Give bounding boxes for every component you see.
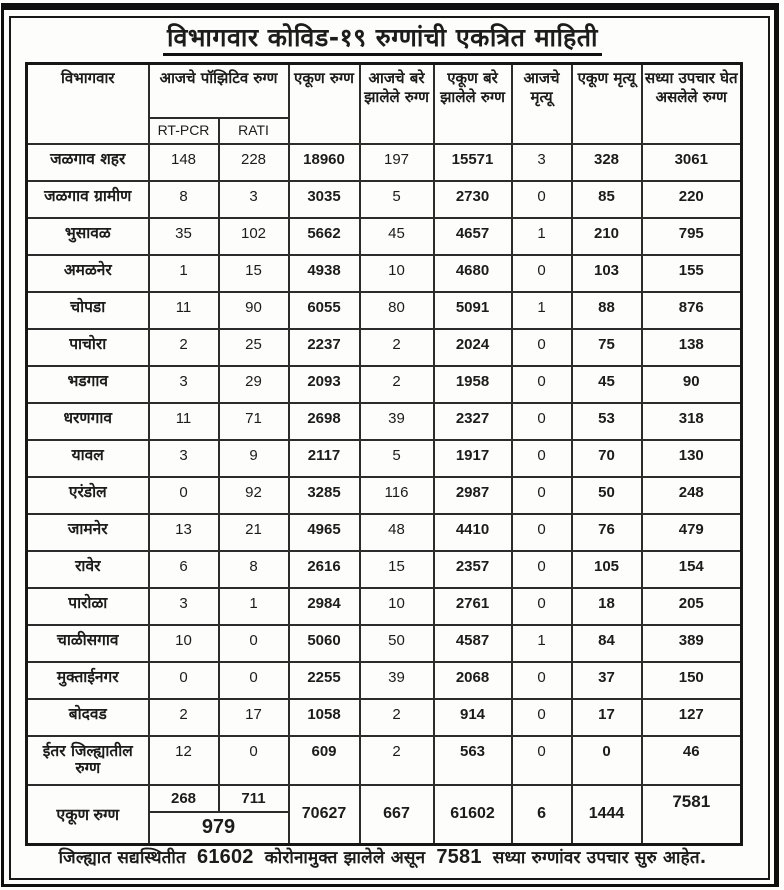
table-row (27, 736, 742, 785)
col-header-total-recovered: एकूण बरे झालेले रुग्ण (434, 64, 512, 144)
summary-text-3: सध्या रुग्णांवर उपचार सुरु आहेत. (492, 848, 707, 868)
col-header-rati: RATI (219, 118, 289, 144)
value-cell: 4680 (434, 255, 512, 292)
value-cell: 150 (642, 662, 742, 699)
value-cell: 46 (642, 736, 742, 785)
value-cell: 5662 (289, 218, 360, 255)
region-cell: मुक्ताईनगर (27, 662, 149, 699)
value-cell: 2117 (289, 440, 360, 477)
table-row (27, 662, 742, 699)
value-cell: 3 (219, 181, 289, 218)
table-row (27, 181, 742, 218)
value-cell: 21 (219, 514, 289, 551)
value-cell: 2616 (289, 551, 360, 588)
value-cell: 8 (149, 181, 219, 218)
total-positive-combined-cell: 979 (149, 812, 289, 845)
summary-text-1: जिल्ह्यात सद्यस्थितीत (58, 848, 186, 868)
value-cell: 17 (572, 699, 642, 736)
value-cell: 2255 (289, 662, 360, 699)
value-cell: 71 (219, 403, 289, 440)
value-cell: 15 (219, 255, 289, 292)
value-cell: 5060 (289, 625, 360, 662)
col-header-active: सध्या उपचार घेत असलेले रुग्ण (642, 64, 742, 144)
value-cell: 0 (149, 477, 219, 514)
value-cell: 0 (512, 551, 572, 588)
value-cell: 4965 (289, 514, 360, 551)
region-cell: भुसावळ (27, 218, 149, 255)
value-cell: 103 (572, 255, 642, 292)
value-cell: 9 (219, 440, 289, 477)
total-rtpcr-cell: 268 (149, 785, 219, 812)
value-cell: 609 (289, 736, 360, 785)
col-header-today-deaths: आजचे मृत्यू (512, 64, 572, 144)
table-row (27, 366, 742, 403)
summary-text-2: कोरोनामुक्त झालेले असून (264, 848, 426, 868)
value-cell: 15571 (434, 144, 512, 181)
value-cell: 102 (219, 218, 289, 255)
value-cell: 1 (512, 625, 572, 662)
region-cell: रावेर (27, 551, 149, 588)
table-row (27, 329, 742, 366)
value-cell: 0 (512, 662, 572, 699)
value-cell: 3061 (642, 144, 742, 181)
region-cell: ईतर जिल्ह्यातील रुग्ण (27, 736, 149, 785)
table-row (27, 588, 742, 625)
col-header-today-recovered: आजचे बरे झालेले रुग्ण (360, 64, 434, 144)
value-cell: 228 (219, 144, 289, 181)
value-cell: 2 (360, 699, 434, 736)
value-cell: 4587 (434, 625, 512, 662)
value-cell: 148 (149, 144, 219, 181)
value-cell: 220 (642, 181, 742, 218)
value-cell: 2 (360, 366, 434, 403)
value-cell: 563 (434, 736, 512, 785)
value-cell: 0 (512, 588, 572, 625)
total-active-cell: 7581 (642, 785, 742, 845)
value-cell: 12 (149, 736, 219, 785)
value-cell: 4410 (434, 514, 512, 551)
value-cell: 2698 (289, 403, 360, 440)
value-cell: 795 (642, 218, 742, 255)
summary-line (25, 845, 740, 869)
value-cell: 88 (572, 292, 642, 329)
table-row (27, 144, 742, 181)
col-header-region: विभागवार (27, 64, 149, 144)
table-row (27, 440, 742, 477)
value-cell: 29 (219, 366, 289, 403)
value-cell: 3 (512, 144, 572, 181)
value-cell: 479 (642, 514, 742, 551)
total-today-recovered-cell: 667 (360, 785, 434, 845)
region-cell: पाचोरा (27, 329, 149, 366)
region-cell: जळगाव शहर (27, 144, 149, 181)
value-cell: 914 (434, 699, 512, 736)
value-cell: 10 (149, 625, 219, 662)
table-body (27, 144, 742, 785)
value-cell: 90 (642, 366, 742, 403)
value-cell: 53 (572, 403, 642, 440)
value-cell: 248 (642, 477, 742, 514)
value-cell: 0 (219, 662, 289, 699)
region-cell: चोपडा (27, 292, 149, 329)
total-row-label: एकूण रुग्ण (27, 785, 149, 845)
value-cell: 127 (642, 699, 742, 736)
value-cell: 1 (512, 292, 572, 329)
region-cell: धरणगाव (27, 403, 149, 440)
region-cell: एरंडोल (27, 477, 149, 514)
summary-active-count: 7581 (436, 846, 482, 868)
value-cell: 10 (360, 255, 434, 292)
value-cell: 48 (360, 514, 434, 551)
value-cell: 3035 (289, 181, 360, 218)
value-cell: 0 (512, 403, 572, 440)
value-cell: 13 (149, 514, 219, 551)
value-cell: 2024 (434, 329, 512, 366)
value-cell: 0 (149, 662, 219, 699)
value-cell: 0 (512, 440, 572, 477)
value-cell: 0 (512, 699, 572, 736)
value-cell: 2068 (434, 662, 512, 699)
value-cell: 4657 (434, 218, 512, 255)
region-cell: बोदवड (27, 699, 149, 736)
value-cell: 205 (642, 588, 742, 625)
value-cell: 2 (360, 329, 434, 366)
value-cell: 90 (219, 292, 289, 329)
value-cell: 0 (219, 736, 289, 785)
region-cell: भडगाव (27, 366, 149, 403)
value-cell: 5 (360, 181, 434, 218)
value-cell: 70 (572, 440, 642, 477)
value-cell: 3 (149, 440, 219, 477)
value-cell: 3285 (289, 477, 360, 514)
value-cell: 3 (149, 588, 219, 625)
value-cell: 25 (219, 329, 289, 366)
value-cell: 2 (149, 699, 219, 736)
summary-recovered-count: 61602 (197, 846, 254, 868)
value-cell: 0 (512, 255, 572, 292)
total-row-upper (27, 785, 742, 812)
value-cell: 84 (572, 625, 642, 662)
value-cell: 80 (360, 292, 434, 329)
region-cell: यावल (27, 440, 149, 477)
value-cell: 8 (219, 551, 289, 588)
region-cell: अमळनेर (27, 255, 149, 292)
col-header-total-deaths: एकूण मृत्यू (572, 64, 642, 144)
value-cell: 0 (512, 514, 572, 551)
value-cell: 0 (512, 329, 572, 366)
region-cell: जामनेर (27, 514, 149, 551)
value-cell: 50 (572, 477, 642, 514)
value-cell: 18 (572, 588, 642, 625)
value-cell: 0 (512, 736, 572, 785)
value-cell: 2987 (434, 477, 512, 514)
covid-data-table (25, 62, 743, 846)
region-cell: जळगाव ग्रामीण (27, 181, 149, 218)
table-row (27, 218, 742, 255)
value-cell: 1958 (434, 366, 512, 403)
total-patients-cell: 70627 (289, 785, 360, 845)
value-cell: 11 (149, 292, 219, 329)
table-row (27, 699, 742, 736)
table-header (27, 64, 742, 144)
table-row (27, 514, 742, 551)
value-cell: 1 (149, 255, 219, 292)
value-cell: 155 (642, 255, 742, 292)
value-cell: 15 (360, 551, 434, 588)
table-row (27, 625, 742, 662)
value-cell: 45 (360, 218, 434, 255)
value-cell: 197 (360, 144, 434, 181)
value-cell: 2 (360, 736, 434, 785)
total-recovered-cell: 61602 (434, 785, 512, 845)
region-cell: चाळीसगाव (27, 625, 149, 662)
value-cell: 85 (572, 181, 642, 218)
value-cell: 389 (642, 625, 742, 662)
value-cell: 2093 (289, 366, 360, 403)
value-cell: 39 (360, 662, 434, 699)
value-cell: 0 (512, 477, 572, 514)
table-row (27, 403, 742, 440)
region-cell: पारोळा (27, 588, 149, 625)
col-header-rtpcr: RT-PCR (149, 118, 219, 144)
value-cell: 2730 (434, 181, 512, 218)
value-cell: 1058 (289, 699, 360, 736)
value-cell: 154 (642, 551, 742, 588)
total-today-deaths-cell: 6 (512, 785, 572, 845)
value-cell: 2327 (434, 403, 512, 440)
total-rati-cell: 711 (219, 785, 289, 812)
total-deaths-cell: 1444 (572, 785, 642, 845)
value-cell: 39 (360, 403, 434, 440)
table-row (27, 477, 742, 514)
value-cell: 18960 (289, 144, 360, 181)
col-header-today-positive: आजचे पॉझिटिव रुग्ण (149, 64, 289, 118)
value-cell: 318 (642, 403, 742, 440)
value-cell: 10 (360, 588, 434, 625)
value-cell: 6 (149, 551, 219, 588)
value-cell: 76 (572, 514, 642, 551)
value-cell: 6055 (289, 292, 360, 329)
value-cell: 210 (572, 218, 642, 255)
table-row (27, 292, 742, 329)
value-cell: 2761 (434, 588, 512, 625)
value-cell: 0 (572, 736, 642, 785)
value-cell: 5091 (434, 292, 512, 329)
value-cell: 1917 (434, 440, 512, 477)
value-cell: 5 (360, 440, 434, 477)
value-cell: 328 (572, 144, 642, 181)
value-cell: 2 (149, 329, 219, 366)
value-cell: 138 (642, 329, 742, 366)
value-cell: 37 (572, 662, 642, 699)
value-cell: 3 (149, 366, 219, 403)
value-cell: 92 (219, 477, 289, 514)
value-cell: 35 (149, 218, 219, 255)
value-cell: 130 (642, 440, 742, 477)
value-cell: 105 (572, 551, 642, 588)
value-cell: 0 (512, 366, 572, 403)
table-totals (27, 785, 742, 845)
value-cell: 2237 (289, 329, 360, 366)
page-title (25, 20, 740, 54)
table-row (27, 551, 742, 588)
value-cell: 0 (512, 181, 572, 218)
value-cell: 1 (512, 218, 572, 255)
value-cell: 75 (572, 329, 642, 366)
value-cell: 2357 (434, 551, 512, 588)
value-cell: 4938 (289, 255, 360, 292)
col-header-total-patients: एकूण रुग्ण (289, 64, 360, 144)
value-cell: 50 (360, 625, 434, 662)
value-cell: 1 (219, 588, 289, 625)
value-cell: 2984 (289, 588, 360, 625)
value-cell: 876 (642, 292, 742, 329)
value-cell: 11 (149, 403, 219, 440)
value-cell: 0 (219, 625, 289, 662)
value-cell: 116 (360, 477, 434, 514)
value-cell: 17 (219, 699, 289, 736)
value-cell: 45 (572, 366, 642, 403)
page-title-text: विभागवार कोविड-१९ रुग्णांची एकत्रित माहिती (163, 23, 602, 56)
table-row (27, 255, 742, 292)
